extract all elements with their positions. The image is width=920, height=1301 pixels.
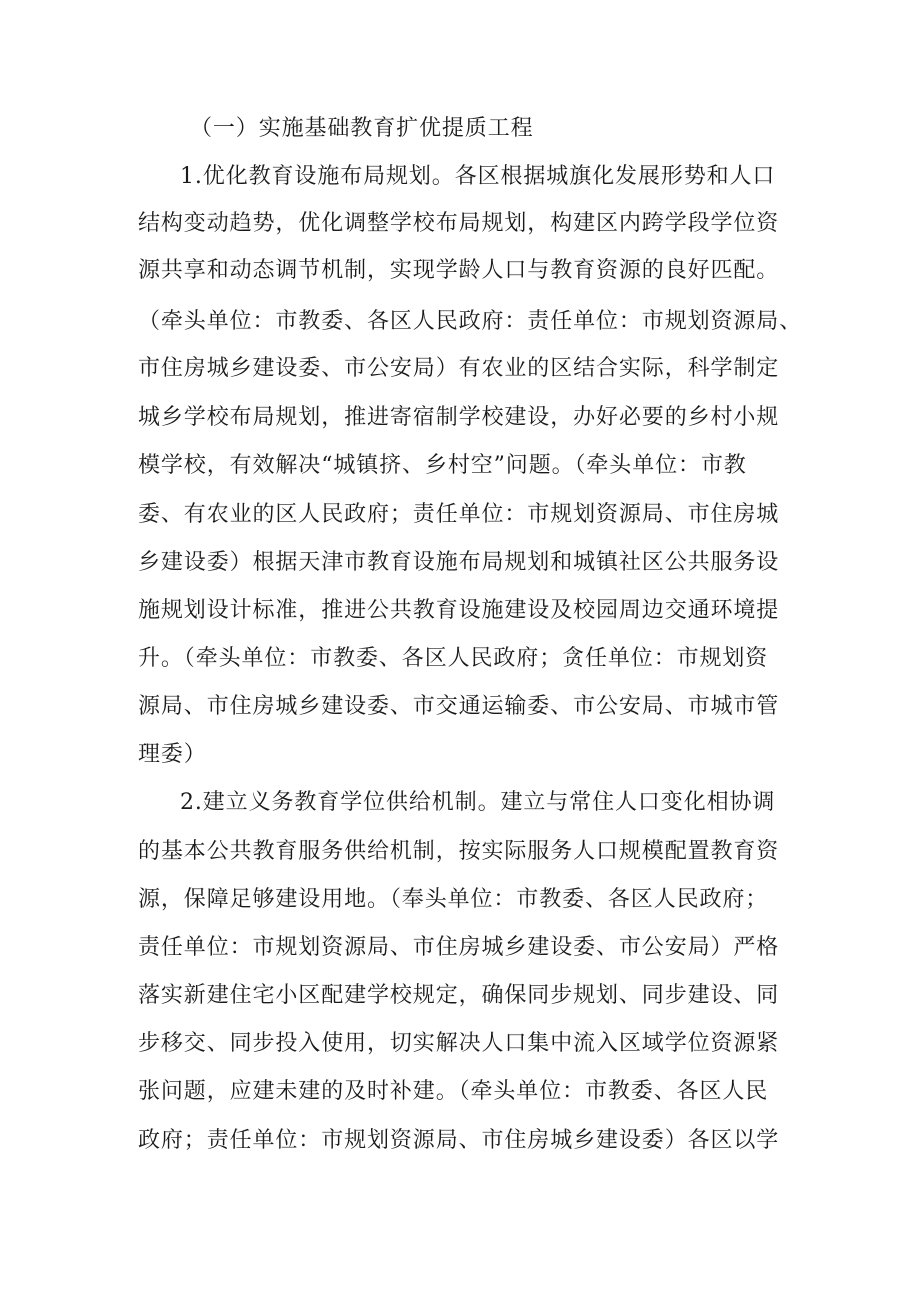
paragraph-line: （牵头单位：市教委、各区人民政府：责任单位：市规划资源局、 xyxy=(138,309,803,334)
paragraph-line: 市住房城乡建设委、市公安局）有农业的区结合实际，科学制定 xyxy=(138,356,780,381)
paragraph-line: 源局、市住房城乡建设委、市交通运输委、市公安局、市城市管 xyxy=(138,694,780,719)
paragraph-line: 乡建设委）根据天津市教育设施布局规划和城镇社区公共服务设 xyxy=(138,550,780,575)
paragraph-line: 结构变动趋势，优化调整学校布局规划，构建区内跨学段学位资 xyxy=(138,211,780,236)
paragraph-line: 落实新建住宅小区配建学校规定，确保同步规划、同步建设、同 xyxy=(138,983,780,1008)
paragraph-line: 施规划设计标准，推进公共教育设施建设及校园周边交通环境提 xyxy=(138,598,780,623)
paragraph-line: 委、有农业的区人民政府；责任单位：市规划资源局、市住房城 xyxy=(138,502,780,527)
paragraph-line: 源，保障足够建设用地。（奉头单位：市教委、各区人民政府； xyxy=(138,887,769,912)
paragraph-line: 的基本公共教育服务供给机制，按实际服务人口规模配置教育资 xyxy=(138,839,780,864)
paragraph-line: 源共享和动态调节机制，实现学龄人口与教育资源的良好匹配。 xyxy=(138,258,780,283)
paragraph-line: 1.优化教育设施布局规划。各区根据城旗化发展形势和人口 xyxy=(180,164,776,189)
paragraph-line: 理委） xyxy=(138,742,207,767)
paragraph-line: 升。（牵头单位：市教委、各区人民政府；贪任单位：市规划资 xyxy=(138,646,769,671)
paragraph-line: 城乡学校布局规划，推进寄宿制学校建设，办好必要的乡村小规 xyxy=(138,405,780,430)
paragraph-line: 责任单位：市规划资源局、市住房城乡建设委、市公安局）严格 xyxy=(138,935,780,960)
paragraph-line: 张问题，应建未建的及时补建。（牵头单位：市教委、各区人民 xyxy=(138,1079,769,1104)
section-heading: （一）实施基础教育扩优提质工程 xyxy=(190,116,534,141)
paragraph-line: 2.建立义务教育学位供给机制。建立与常住人口变化相协调 xyxy=(180,790,776,815)
paragraph-line: 政府；责任单位：市规划资源局、市住房城乡建设委）各区以学 xyxy=(138,1128,780,1153)
paragraph-line: 步移交、同步投入使用，切实解决人口集中流入区域学位资源紧 xyxy=(138,1031,780,1056)
paragraph-line: 模学校，有效解决“城镇挤、乡村空”问题。（牵头单位：市教 xyxy=(138,453,747,478)
